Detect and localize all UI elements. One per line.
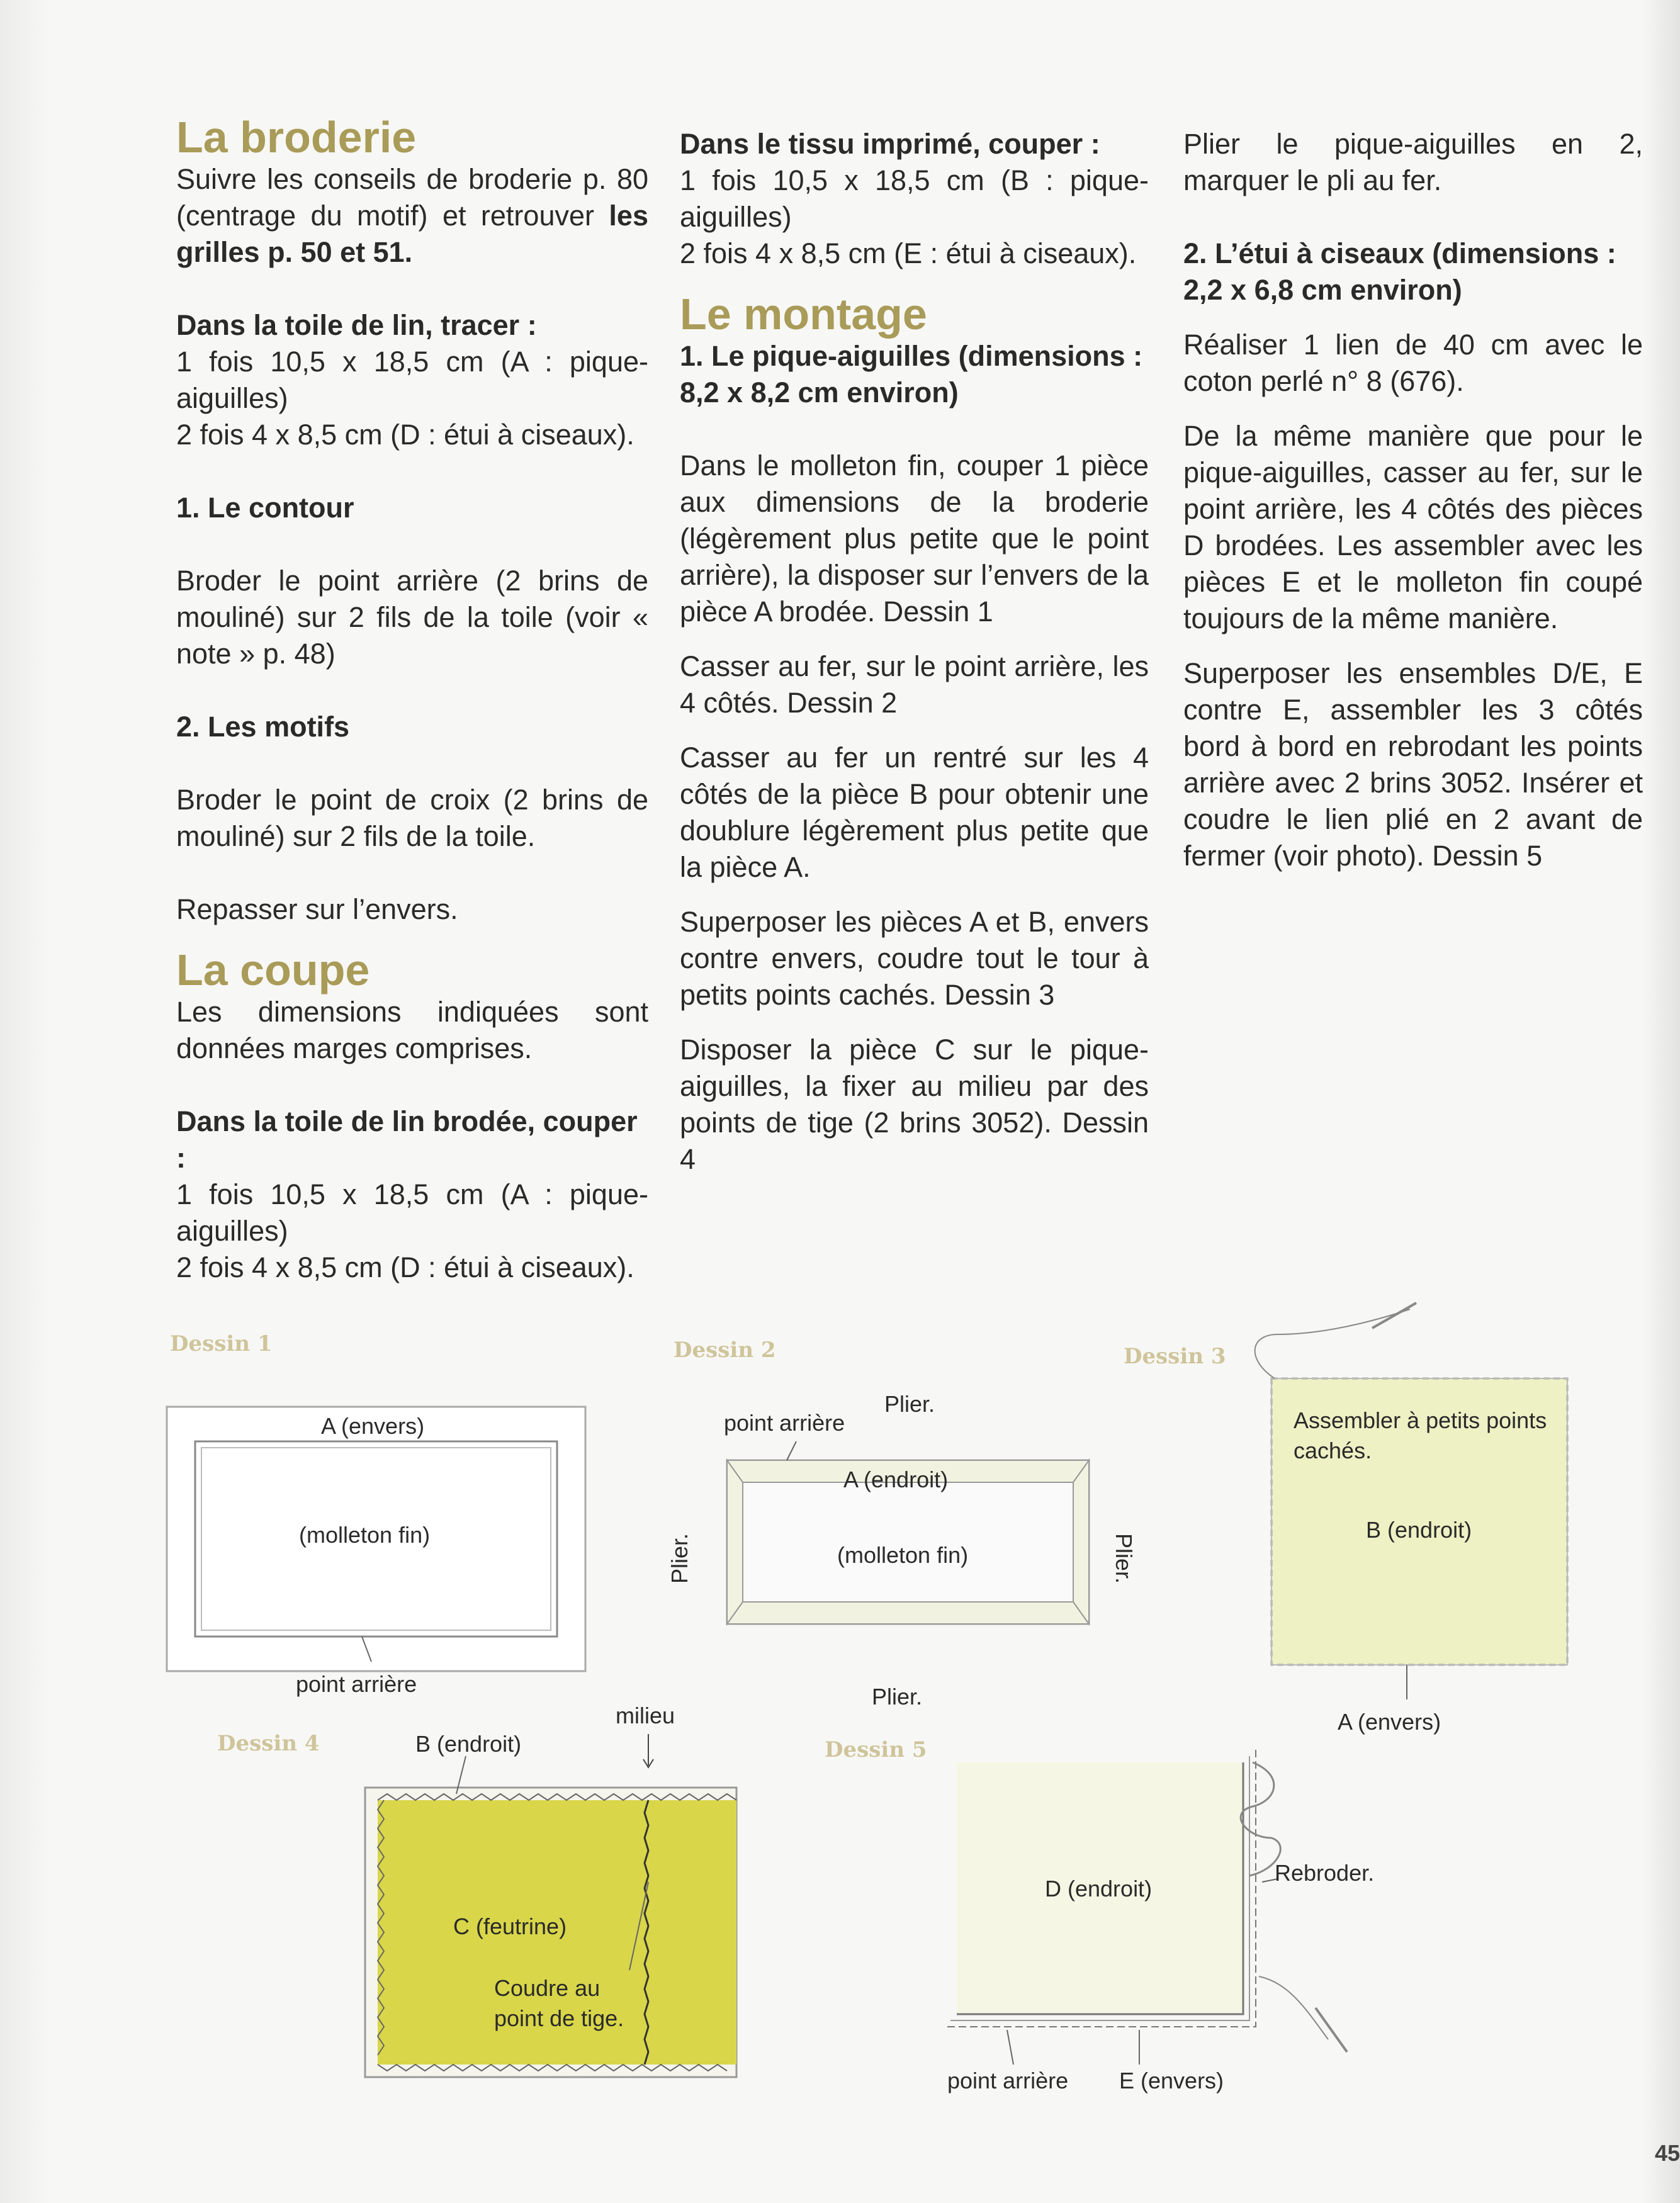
lin-line-2: 2 fois 4 x 8,5 cm (D : étui à ciseaux). xyxy=(176,419,634,451)
dessin-2-plier-bottom-label: Plier. xyxy=(872,1684,923,1710)
dessin-2-endroit-label: A (endroit) xyxy=(843,1467,949,1492)
dessin-5-rebroder-label: Rebroder. xyxy=(1275,1860,1375,1886)
dessin-4-caption: Dessin 4 xyxy=(217,1731,320,1756)
etui-p2: Réaliser 1 lien de 40 cm avec le coton perlé n° 8 (676). xyxy=(1183,329,1643,397)
dessin-3-a-label: A (envers) xyxy=(1338,1709,1441,1735)
brodee-heading: Dans la toile de lin brodée, couper : xyxy=(176,1105,638,1174)
dessin-3-assembler-label: Assembler à petits points cachés. xyxy=(1294,1407,1547,1463)
dessin-5-e-label: E (envers) xyxy=(1119,2068,1224,2093)
dessin-5-caption: Dessin 5 xyxy=(825,1737,927,1762)
contour-heading: 1. Le contour xyxy=(176,492,354,524)
dessin-4-milieu-label: milieu xyxy=(616,1703,675,1728)
dessin-1-molleton-label: (molleton fin) xyxy=(299,1522,431,1548)
imprime-heading: Dans le tissu imprimé, couper : xyxy=(680,128,1100,160)
dessin-1-caption: Dessin 1 xyxy=(170,1331,273,1356)
dessin-2-plier-left-label: Plier. xyxy=(667,1533,693,1584)
motifs-heading: 2. Les motifs xyxy=(176,711,350,743)
imprime-line-2: 2 fois 4 x 8,5 cm (E : étui à ciseaux). xyxy=(680,237,1137,269)
dessin-4-c-label: C (feutrine) xyxy=(453,1913,567,1939)
motifs-text: Broder le point de croix (2 brins de mouliné) sur 2 fils de la toile. xyxy=(176,784,648,852)
montage-p3: Casser au fer un rentré sur les 4 côtés de la pièce B pour obtenir une doublure légèrement plus petite que la pièce A. xyxy=(680,741,1149,883)
dessin-1-envers-label: A (envers) xyxy=(321,1413,425,1439)
dessin-2-caption: Dessin 2 xyxy=(674,1338,776,1363)
brodee-line-2: 2 fois 4 x 8,5 cm (D : étui à ciseaux). xyxy=(176,1251,634,1283)
heading-montage: Le montage xyxy=(680,290,927,339)
imprime-line-1: 1 fois 10,5 x 18,5 cm (B : pique-aiguilles) xyxy=(680,164,1149,233)
brodee-line-1: 1 fois 10,5 x 18,5 cm (A : pique-aiguilles) xyxy=(176,1178,648,1247)
repasser-text: Repasser sur l’envers. xyxy=(176,893,458,925)
dessin-5-drawing xyxy=(944,1750,1347,2065)
dessin-5-point-label: point arrière xyxy=(947,2068,1069,2093)
etui-heading: 2. L’étui à ciseaux (dimensions : 2,2 x 6,8 cm environ) xyxy=(1183,237,1616,306)
dessin-4-coudre-label: Coudre au point de tige. xyxy=(494,1975,624,2031)
contour-text: Broder le point arrière (2 brins de mouliné) sur 2 fils de la toile (voir « note » p. 48) xyxy=(176,565,648,670)
dessin-2-molleton-label: (molleton fin) xyxy=(837,1542,969,1568)
dessin-2-point-label: point arrière xyxy=(724,1410,845,1436)
lin-heading: Dans la toile de lin, tracer : xyxy=(176,309,537,341)
dessin-3-caption: Dessin 3 xyxy=(1124,1344,1226,1369)
dessin-3-drawing xyxy=(1255,1303,1567,1699)
dessin-4-b-label: B (endroit) xyxy=(415,1731,522,1757)
broderie-text: Suivre les conseils de broderie p. 80 (centrage du motif) et retrouver les grilles p. 50 et 51. xyxy=(176,163,648,268)
heading-coupe: La coupe xyxy=(176,945,370,994)
pique-heading: 1. Le pique-aiguilles (dimensions : 8,2 x 8,2 cm environ) xyxy=(680,340,1143,408)
heading-broderie: La broderie xyxy=(176,113,417,162)
dessin-1-point-label: point arrière xyxy=(296,1671,417,1697)
etui-p1: Plier le pique-aiguilles en 2, marquer le pli au fer. xyxy=(1183,128,1643,196)
etui-p3: De la même manière que pour le pique-aiguilles, casser au fer, sur le point arrière, les 4 côtés des pièces D brodées. Les assembler avec les pièces E et le molleton fin coupé toujours de la même manière. xyxy=(1183,420,1643,634)
montage-p2: Casser au fer, sur le point arrière, les 4 côtés. Dessin 2 xyxy=(680,650,1149,719)
dessin-3-b-label: B (endroit) xyxy=(1366,1517,1472,1543)
lin-line-1: 1 fois 10,5 x 18,5 cm (A : pique-aiguilles) xyxy=(176,346,648,414)
dessin-2-plier-right-label: Plier. xyxy=(1111,1533,1137,1584)
montage-p5: Disposer la pièce C sur le pique-aiguilles, la fixer au milieu par des points de tige (2 brins 3052). Dessin 4 xyxy=(680,1034,1149,1175)
coupe-text: Les dimensions indiquées sont données marges comprises. xyxy=(176,996,648,1064)
montage-p4: Superposer les pièces A et B, envers contre envers, coudre tout le tour à petits points cachés. Dessin 3 xyxy=(680,906,1149,1011)
page-number: 45 xyxy=(1654,2140,1680,2166)
montage-p1: Dans le molleton fin, couper 1 pièce aux dimensions de la broderie (légèrement plus petite que le point arrière), la disposer sur l’envers de la pièce A brodée. Dessin 1 xyxy=(680,449,1149,628)
dessin-2-plier-top-label: Plier. xyxy=(884,1391,935,1417)
dessin-5-d-label: D (endroit) xyxy=(1045,1876,1153,1902)
etui-p4: Superposer les ensembles D/E, E contre E, assembler les 3 côtés bord à bord en rebrodant les points arrière avec 2 brins 3052. Insérer et coudre le lien plié en 2 avant de fermer (voir photo). Dessin 5 xyxy=(1183,657,1643,872)
